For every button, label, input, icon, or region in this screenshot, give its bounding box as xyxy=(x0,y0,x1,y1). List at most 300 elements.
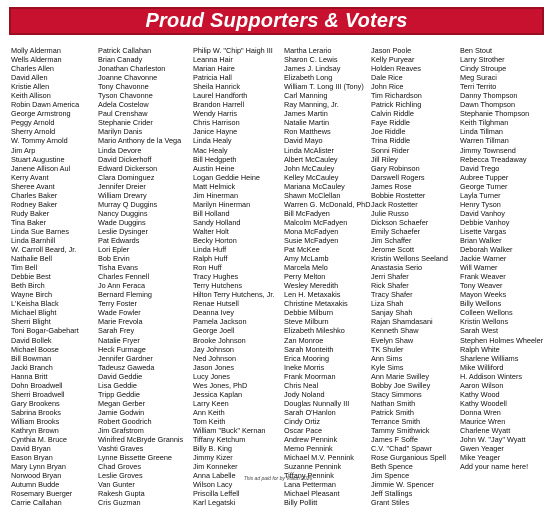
supporter-name: Dawn Thompson xyxy=(460,100,516,110)
supporter-name: James F Soffe xyxy=(371,435,418,445)
supporter-name: Marie Frevola xyxy=(98,317,143,327)
supporter-name: Kathy Wood xyxy=(460,389,500,399)
supporter-name: Pat Edwards xyxy=(98,235,140,245)
paid-for-disclaimer: This ad paid for by Vision 2026 xyxy=(243,476,313,482)
supporter-name: Sharlene Williams xyxy=(460,353,519,363)
supporters-column-4 xyxy=(284,46,371,507)
supporter-name: Leanna Hair xyxy=(193,55,233,65)
supporter-name: TK Shuler xyxy=(371,344,404,354)
supporter-name: Terrance Smith xyxy=(371,416,421,426)
supporter-name: C.V. "Chad" Spawr xyxy=(371,444,432,454)
supporter-name: Henry Tyson xyxy=(460,199,501,209)
supporter-name: William Drewry xyxy=(98,190,147,200)
supporter-name: Holden Reaves xyxy=(371,64,421,74)
supporter-name: Robert Goodrich xyxy=(98,416,152,426)
supporter-name: James J. Lindsay xyxy=(284,64,341,74)
supporter-name: Robin Dawn America xyxy=(11,100,80,110)
supporter-name: Stephanie Crider xyxy=(98,118,153,128)
supporter-name: Jody Noland xyxy=(284,389,325,399)
supporter-name: Jerome Scott xyxy=(371,245,414,255)
supporter-name: Bill Holland xyxy=(193,208,230,218)
supporter-name: Donna Wren xyxy=(460,407,501,417)
supporter-name: Van Gunter xyxy=(98,480,135,490)
supporter-name: Sheree Avant xyxy=(11,181,55,191)
supporter-name: Mario Anthony de la Vega xyxy=(98,136,182,146)
supporter-name: Linda Barnhill xyxy=(11,235,56,245)
supporter-name: Dohn Broadwell xyxy=(11,380,63,390)
supporter-name: Tom Keith xyxy=(193,416,226,426)
supporter-name: Charlene Wyatt xyxy=(460,425,511,435)
supporters-column-3 xyxy=(193,46,274,507)
supporter-name: Janice Hayne xyxy=(193,127,238,137)
supporter-name: Tisha Evans xyxy=(98,263,138,273)
supporter-name: Cindy Ortiz xyxy=(284,416,321,426)
supporter-name: Layla Turner xyxy=(460,190,501,200)
supporter-name: Sarah Frey xyxy=(98,326,135,336)
supporter-name: Ann Marie Swilley xyxy=(371,371,429,381)
supporter-name: Deanna Ivey xyxy=(193,308,234,318)
supporter-name: Kenneth Shaw xyxy=(371,326,419,336)
supporter-name: Jim Spence xyxy=(371,471,410,481)
supporter-name: Terri Territo xyxy=(460,82,497,92)
supporter-name: Tim Richardson xyxy=(371,91,422,101)
supporter-name: Erica Mooring xyxy=(284,353,330,363)
supporter-name: Carrie Callahan xyxy=(11,498,62,507)
supporter-name: Malcolm McFadyen xyxy=(284,217,348,227)
supporter-name: Perry Melton xyxy=(284,272,326,282)
supporter-name: Danny Thompson xyxy=(460,91,518,101)
supporter-name: Jerri Shafer xyxy=(371,272,409,282)
supporter-name: Larry Strother xyxy=(460,55,505,65)
supporter-name: Logan Geddie Heine xyxy=(193,172,260,182)
supporter-name: Ann Sims xyxy=(371,353,403,363)
supporters-column-5 xyxy=(371,46,448,507)
supporter-name: Sharon C. Lewis xyxy=(284,55,338,65)
supporter-name: Debbie Best xyxy=(11,272,51,282)
supporter-name: Bill Hedgpeth xyxy=(193,154,237,164)
supporter-name: Rakesh Gupta xyxy=(98,489,145,499)
supporter-name: Jonathan Charleston xyxy=(98,64,166,74)
supporter-name: Joanne Chavonne xyxy=(98,73,158,83)
supporter-name: David Trego xyxy=(460,163,500,173)
supporter-name: Rebecca Treadaway xyxy=(460,154,527,164)
supporter-name: Anna Labelle xyxy=(193,471,236,481)
supporter-name: John W. "Jay" Wyatt xyxy=(460,435,526,445)
supporter-name: Colleen Wellons xyxy=(460,308,513,318)
supporter-name: Kelley McCauley xyxy=(284,172,339,182)
supporter-name: Jimmie W. Spencer xyxy=(371,480,434,490)
page-title: Proud Supporters & Voters xyxy=(145,9,408,32)
supporter-name: Vashti Graves xyxy=(98,444,144,454)
supporter-name: Tony Chavonne xyxy=(98,82,149,92)
supporter-name: Bill Bowman xyxy=(11,353,52,363)
supporter-name: Mary Lynn Bryan xyxy=(11,462,66,472)
supporter-name: Tracy Shafer xyxy=(371,290,413,300)
supporter-name: Ralph White xyxy=(460,344,500,354)
supporter-name: Bobbie Rostetter xyxy=(371,190,426,200)
supporter-name: George Armstrong xyxy=(11,109,71,119)
supporter-name: W. Tommy Arnold xyxy=(11,136,68,146)
supporter-name: Frank Moorman xyxy=(284,371,336,381)
supporter-name: Tracy Hughes xyxy=(193,272,239,282)
supporter-name: Sanjay Shah xyxy=(371,308,413,318)
supporter-name: Gary Brookens xyxy=(11,398,60,408)
supporter-name: Rick Shafer xyxy=(371,281,409,291)
supporter-name: Marilyn Danis xyxy=(98,127,143,137)
supporter-name: Keith Tilghman xyxy=(460,118,509,128)
supporter-name: Tim Bell xyxy=(11,263,38,273)
supporter-name: Molly Alderman xyxy=(11,46,61,55)
supporter-name: Heck Furmage xyxy=(98,344,146,354)
supporter-name: Mayon Weeks xyxy=(460,290,507,300)
supporter-name: L'Keisha Black xyxy=(11,299,59,309)
supporter-name: Rajan Shamdasani xyxy=(371,317,433,327)
supporter-name: H. Addison Winters xyxy=(460,371,523,381)
supporter-name: Toni Bogar-Gabehart xyxy=(11,326,79,336)
supporter-name: Jamie Godwin xyxy=(98,407,145,417)
supporter-name: Leslie Groves xyxy=(98,471,143,481)
supporter-name: Amy McLamb xyxy=(284,254,329,264)
supporter-name: Warren G. McDonald, PhD xyxy=(284,199,371,209)
supporter-name: Rosemary Buerger xyxy=(11,489,73,499)
supporter-name: Gwen Yeager xyxy=(460,444,504,454)
supporter-name: Elizabeth Long xyxy=(284,73,333,83)
supporter-name: Aubree Tupper xyxy=(460,172,509,182)
supporter-name: David Dickerhoff xyxy=(98,154,152,164)
supporter-name: Lucy Jones xyxy=(193,371,230,381)
supporter-name: Jeff Stallings xyxy=(371,489,413,499)
supporter-name: Jim Hinerman xyxy=(193,190,239,200)
supporter-name: Debbie Vanhoy xyxy=(460,217,510,227)
supporter-name: Patrick Callahan xyxy=(98,46,152,55)
supporter-name: David Bryan xyxy=(11,444,51,454)
supporter-name: Christine Metaxakis xyxy=(284,299,348,309)
supporter-name: Edward Dickerson xyxy=(98,163,158,173)
supporter-name: Ned Johnson xyxy=(193,353,237,363)
supporter-name: Lisette Vargas xyxy=(460,226,507,236)
supporter-name: Ann Keith xyxy=(193,407,225,417)
supporter-name: Linda McAlister xyxy=(284,145,334,155)
supporter-name: Wesley Meredith xyxy=(284,281,339,291)
supporter-name: Karl Legatski xyxy=(193,498,236,507)
supporter-name: Wayne Birch xyxy=(11,290,53,300)
supporter-name: Wendy Harris xyxy=(193,109,238,119)
supporter-name: Kathryn Brown xyxy=(11,425,59,435)
supporter-name: Steve Milburn xyxy=(284,317,329,327)
supporter-name: Grant Stiles xyxy=(371,498,410,507)
supporter-name: Joe Riddle xyxy=(371,127,406,137)
supporter-name: Nathalie Bell xyxy=(11,254,52,264)
supporter-name: Brian Canady xyxy=(98,55,143,65)
supporter-name: Trina Riddle xyxy=(371,136,411,146)
supporter-name: Natalie Martin xyxy=(284,118,330,128)
supporter-name: Sherry Arnold xyxy=(11,127,56,137)
supporter-name: Frank Weaver xyxy=(460,272,506,282)
supporter-name: Anastasia Serio xyxy=(371,263,423,273)
supporter-name: Julie Russo xyxy=(371,208,409,218)
supporter-name: David Bollek xyxy=(11,335,52,345)
supporter-name: W. Carroll Beard, Jr. xyxy=(11,245,77,255)
supporter-name: Ron Matthews xyxy=(284,127,331,137)
supporter-name: Darswell Rogers xyxy=(371,172,425,182)
supporter-name: Walter Holt xyxy=(193,226,229,236)
supporter-name: Natalie Fryer xyxy=(98,335,140,345)
supporter-name: Wilson Lacy xyxy=(193,480,233,490)
supporter-name: William Brooks xyxy=(11,416,60,426)
supporter-name: Austin Heine xyxy=(193,163,235,173)
supporter-name: Wells Alderman xyxy=(11,55,62,65)
supporter-name: Mac Healy xyxy=(193,145,228,155)
supporter-name: Norwood Bryan xyxy=(11,471,62,481)
supporter-name: Terry Foster xyxy=(98,299,137,309)
supporter-name: Kathy Woodell xyxy=(460,398,507,408)
supporters-column-6 xyxy=(460,46,543,471)
supporter-name: Tripp Geddie xyxy=(98,389,140,399)
supporter-name: Zan Monroe xyxy=(284,335,324,345)
supporters-column-1 xyxy=(11,46,79,507)
supporter-name: Billy Pollitt xyxy=(284,498,318,507)
supporter-name: Chris Harrison xyxy=(193,118,240,128)
supporter-name: Pat McKee xyxy=(284,245,320,255)
supporter-name: Linda Devore xyxy=(98,145,142,155)
supporter-name: Add your name here! xyxy=(460,462,529,472)
supporter-name: Bernard Fleming xyxy=(98,290,152,300)
supporter-name: Patrick Smith xyxy=(371,407,414,417)
supporter-name: Brooke Johnson xyxy=(193,335,246,345)
supporter-name: Wade Duggins xyxy=(98,217,146,227)
supporter-name: Kelly Puryear xyxy=(371,55,415,65)
supporter-name: Rose Gurganious Spell xyxy=(371,453,447,463)
supporter-name: Aaron Wilson xyxy=(460,380,504,390)
supporter-name: Michael Pleasant xyxy=(284,489,340,499)
supporter-name: Lori Epler xyxy=(98,245,130,255)
supporter-name: Patricia Hall xyxy=(193,73,232,83)
supporter-name: Linda Huff xyxy=(193,245,227,255)
supporter-name: Ron Huff xyxy=(193,263,222,273)
supporter-name: William T. Long III (Tony) xyxy=(284,82,364,92)
supporter-name: Jill Riley xyxy=(371,154,398,164)
supporter-name: Janene Allison Aul xyxy=(11,163,71,173)
supporter-name: Brandon Harrell xyxy=(193,100,245,110)
supporter-name: Keith Allison xyxy=(11,91,51,101)
supporter-name: Hilton Terry Hutchens, Jr. xyxy=(193,290,275,300)
supporter-name: Lynne Bissette Greene xyxy=(98,453,172,463)
supporter-name: George Joell xyxy=(193,326,235,336)
supporter-name: Nancy Duggins xyxy=(98,208,148,218)
supporter-name: Sabrina Brooks xyxy=(11,407,61,417)
supporter-name: Bill McFadyen xyxy=(284,208,330,218)
supporter-name: Autumn Budde xyxy=(11,480,60,490)
supporter-name: Jason Poole xyxy=(371,46,412,55)
supporter-name: Sarah O'Hanlon xyxy=(284,407,336,417)
supporter-name: Bob Ervin xyxy=(98,254,130,264)
supporter-name: Sonni Rider xyxy=(371,145,410,155)
supporter-name: Marian Haire xyxy=(193,64,235,74)
supporter-name: Kyle Sims xyxy=(371,362,404,372)
supporter-name: Charles Fennell xyxy=(98,272,150,282)
supporter-name: Sandy Holland xyxy=(193,217,241,227)
supporter-name: Murray Q Duggins xyxy=(98,199,158,209)
supporter-name: Priscilla Leffell xyxy=(193,489,240,499)
supporter-name: Debbie Milburn xyxy=(284,308,334,318)
supporter-name: Calvin Riddle xyxy=(371,109,414,119)
supporter-name: Andrew Pennink xyxy=(284,435,338,445)
supporter-name: Rodney Baker xyxy=(11,199,58,209)
supporter-name: Adela Costelow xyxy=(98,100,149,110)
supporter-name: David Geddie xyxy=(98,371,143,381)
supporter-name: Renae Hutsell xyxy=(193,299,239,309)
supporter-name: Tiffany Ketchum xyxy=(193,435,246,445)
supporter-name: Charles Baker xyxy=(11,190,58,200)
supporter-name: Kristie Allen xyxy=(11,82,50,92)
supporter-name: Rudy Baker xyxy=(11,208,50,218)
supporter-name: Cris Guzman xyxy=(98,498,141,507)
supporter-name: Albert McCauley xyxy=(284,154,338,164)
supporter-name: Sherri Broadwell xyxy=(11,389,65,399)
supporter-name: Linda Healy xyxy=(193,136,232,146)
supporter-name: Ben Stout xyxy=(460,46,493,55)
supporter-name: Philip W. "Chip" Haigh III xyxy=(193,46,273,55)
supporter-name: Jimmy Kizer xyxy=(193,453,233,463)
supporter-name: Ralph Huff xyxy=(193,254,228,264)
supporter-name: Oscar Pace xyxy=(284,425,323,435)
supporter-name: Beth Birch xyxy=(11,281,45,291)
supporter-name: Kristin Wellons Seeland xyxy=(371,254,448,264)
supporter-name: Leslie Dysinger xyxy=(98,226,148,236)
supporter-name: Tiffany Pennink xyxy=(284,471,334,481)
supporter-name: Chad Groves xyxy=(98,462,141,472)
supporter-name: Len H. Metaxakis xyxy=(284,290,341,300)
supporter-name: Shawn McClellan xyxy=(284,190,341,200)
supporter-name: Jim Grafstrom xyxy=(98,425,144,435)
supporter-name: Will Warner xyxy=(460,263,498,273)
supporter-name: James Rose xyxy=(371,181,412,191)
supporter-name: Peggy Arnold xyxy=(11,118,55,128)
supporter-name: Chris Neal xyxy=(284,380,319,390)
supporter-name: Dale Rice xyxy=(371,73,403,83)
supporter-name: Matt Helmick xyxy=(193,181,236,191)
supporter-name: George Turner xyxy=(460,181,508,191)
supporter-name: Michael M.V. Pennink xyxy=(284,453,354,463)
supporter-name: Jack Rostetter xyxy=(371,199,418,209)
supporter-name: Elizabeth Mileshko xyxy=(284,326,345,336)
supporter-name: Stuart Augustine xyxy=(11,154,65,164)
supporter-name: Nathan Smith xyxy=(371,398,416,408)
supporter-name: Cindy Stroupe xyxy=(460,64,507,74)
supporter-name: Suzanne Pennink xyxy=(284,462,342,472)
supporter-name: Jimmy Townsend xyxy=(460,145,516,155)
supporter-name: James Martin xyxy=(284,109,328,119)
supporter-name: Mona McFadyen xyxy=(284,226,339,236)
supporter-name: Stephanie Thompson xyxy=(460,109,530,119)
supporter-name: Marcela Melo xyxy=(284,263,328,273)
supporter-name: Wes Jones, PhD xyxy=(193,380,248,390)
supporter-name: Tony Weaver xyxy=(460,281,503,291)
supporter-name: Sheila Hanrick xyxy=(193,82,241,92)
supporter-name: Liza Shah xyxy=(371,299,404,309)
supporter-name: Tammy Smithwick xyxy=(371,425,430,435)
supporter-name: Jim Konneker xyxy=(193,462,238,472)
supporter-name: Jennifer Dreier xyxy=(98,181,146,191)
supporter-name: Brian Walker xyxy=(460,235,502,245)
supporter-name: Lisa Geddie xyxy=(98,380,137,390)
supporter-name: Patrick Richling xyxy=(371,100,422,110)
supporter-name: Cynthia M. Bruce xyxy=(11,435,67,445)
supporter-name: Jason Jones xyxy=(193,362,234,372)
supporter-name: Ineke Morris xyxy=(284,362,325,372)
supporter-name: Stacy Simmons xyxy=(371,389,422,399)
supporter-name: Sherri Blight xyxy=(11,317,51,327)
supporter-name: John McCauley xyxy=(284,163,335,173)
supporter-name: Deborah Walker xyxy=(460,245,513,255)
supporter-name: Jim Schaffer xyxy=(371,235,412,245)
supporter-name: Martha Lerario xyxy=(284,46,332,55)
supporter-name: Meg Suraci xyxy=(460,73,497,83)
supporter-name: Clara Dominguez xyxy=(98,172,155,182)
supporter-name: Hanna Britt xyxy=(11,371,48,381)
supporters-column-2 xyxy=(98,46,183,507)
supporter-name: Carl Manning xyxy=(284,91,328,101)
supporter-name: Kerry Avant xyxy=(11,172,49,182)
supporter-name: Terry Hutchens xyxy=(193,281,243,291)
title-banner xyxy=(9,7,544,35)
supporter-name: Dickson Schaefer xyxy=(371,217,429,227)
supporter-name: Bobby Joe Swilley xyxy=(371,380,431,390)
supporter-name: Memo Pennink xyxy=(284,444,333,454)
supporter-name: Douglas Nunnally III xyxy=(284,398,350,408)
supporter-name: Jennifer Gardner xyxy=(98,353,153,363)
supporter-name: Billy B. King xyxy=(193,444,232,454)
supporter-name: Paul Crenshaw xyxy=(98,109,148,119)
supporter-name: David Vanhoy xyxy=(460,208,505,218)
supporter-name: Pamela Jackson xyxy=(193,317,247,327)
supporter-name: Mike Yeager xyxy=(460,453,501,463)
supporter-name: Linda Sue Barnes xyxy=(11,226,70,236)
supporter-name: Stephen Holmes Wheeler xyxy=(460,335,544,345)
supporter-name: David Mayo xyxy=(284,136,323,146)
supporter-name: Michael Boose xyxy=(11,344,59,354)
supporter-name: John Rice xyxy=(371,82,404,92)
supporter-name: William "Buck" Kernan xyxy=(193,425,266,435)
supporter-name: Evelyn Shaw xyxy=(371,335,414,345)
supporter-name: Tadeusz Gaweda xyxy=(98,362,155,372)
supporter-name: Eason Bryan xyxy=(11,453,53,463)
supporter-name: Beth Spence xyxy=(371,462,413,472)
supporter-name: Kristin Wellons xyxy=(460,317,509,327)
supporter-name: Jessica Kaplan xyxy=(193,389,243,399)
supporter-name: Ray Manning, Jr. xyxy=(284,100,339,110)
supporter-name: Megan Gerber xyxy=(98,398,146,408)
supporter-name: Susie McFadyen xyxy=(284,235,339,245)
supporter-name: Charles Allen xyxy=(11,64,54,74)
supporter-name: Laurel Handforth xyxy=(193,91,248,101)
supporter-name: Wade Fowler xyxy=(98,308,141,318)
supporter-name: Larry Keen xyxy=(193,398,229,408)
supporter-name: Tina Baker xyxy=(11,217,47,227)
supporter-name: Mariana McCauley xyxy=(284,181,345,191)
supporter-name: Jo Ann Feraca xyxy=(98,281,146,291)
supporter-name: Faye Riddle xyxy=(371,118,410,128)
supporter-name: Jim Arp xyxy=(11,145,36,155)
supporter-name: Jacki Branch xyxy=(11,362,53,372)
supporter-name: Mike Williford xyxy=(460,362,504,372)
supporter-name: Tyson Chavonne xyxy=(98,91,153,101)
supporter-name: Jackie Warner xyxy=(460,254,507,264)
supporter-name: Sarah Monteith xyxy=(284,344,334,354)
supporter-name: Warren Tillman xyxy=(460,136,509,146)
supporter-name: Becky Horton xyxy=(193,235,237,245)
supporter-name: Sarah West xyxy=(460,326,498,336)
